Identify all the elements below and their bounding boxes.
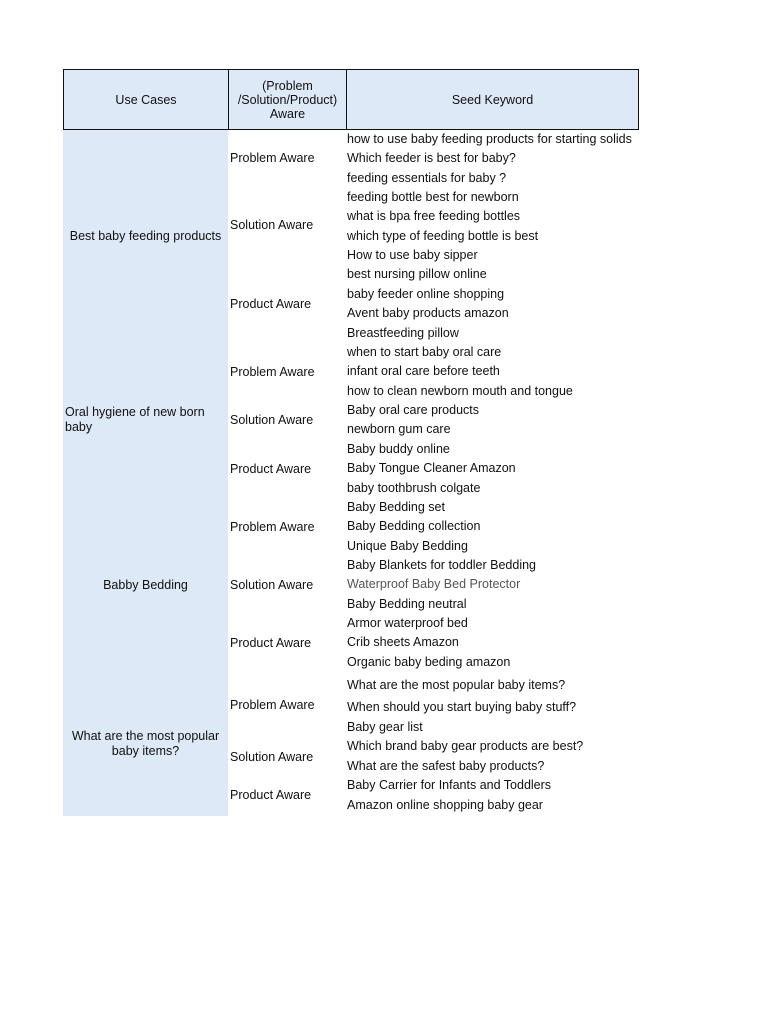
seed-keyword: Baby Bedding set bbox=[347, 500, 445, 514]
awareness-label: Solution Aware bbox=[230, 750, 314, 764]
use-case-label: Babby Bedding bbox=[103, 577, 188, 592]
seed-keyword: Which brand baby gear products are best? bbox=[347, 739, 584, 753]
awareness-label: Problem Aware bbox=[230, 151, 315, 165]
awareness-cell bbox=[228, 695, 346, 715]
awareness-label: Solution Aware bbox=[230, 413, 314, 427]
use-case-cell bbox=[63, 130, 228, 342]
use-case-cell bbox=[63, 672, 228, 816]
seed-keyword: What are the safest baby products? bbox=[347, 759, 545, 773]
use-case-cell bbox=[63, 498, 228, 672]
header-use-cases bbox=[63, 69, 229, 130]
awareness-label: Solution Aware bbox=[230, 578, 314, 592]
seed-keyword: feeding bottle best for newborn bbox=[347, 190, 519, 204]
use-case-label: Oral hygiene of new born baby bbox=[65, 405, 205, 434]
awareness-cell bbox=[228, 785, 346, 805]
awareness-cell bbox=[228, 215, 346, 235]
use-case-cell bbox=[63, 342, 228, 498]
seed-keyword: best nursing pillow online bbox=[347, 267, 487, 281]
seed-keyword: infant oral care before teeth bbox=[347, 364, 500, 378]
seed-keyword: Organic baby beding amazon bbox=[347, 655, 511, 669]
seed-keyword: baby feeder online shopping bbox=[347, 287, 505, 301]
awareness-label: Product Aware bbox=[230, 462, 312, 476]
seed-keyword: How to use baby sipper bbox=[347, 248, 478, 262]
header-seed-keyword bbox=[346, 69, 639, 130]
seed-keyword: Avent baby products amazon bbox=[347, 306, 509, 320]
seed-keyword: Which feeder is best for baby? bbox=[347, 151, 516, 165]
seed-keyword: What are the most popular baby items? bbox=[347, 678, 566, 692]
header-awareness bbox=[228, 69, 347, 130]
seed-keyword: Amazon online shopping baby gear bbox=[347, 798, 543, 812]
seed-keyword: Baby Carrier for Infants and Toddlers bbox=[347, 778, 552, 792]
seed-keyword: how to clean newborn mouth and tongue bbox=[347, 384, 573, 398]
awareness-cell bbox=[228, 747, 346, 767]
seed-keyword: Baby Bedding collection bbox=[347, 519, 481, 533]
seed-keyword: Baby buddy online bbox=[347, 442, 450, 456]
seed-keyword: Baby Tongue Cleaner Amazon bbox=[347, 461, 516, 475]
awareness-label: Problem Aware bbox=[230, 520, 315, 534]
header-awareness-label: (Problem /Solution/Product) Aware bbox=[237, 78, 338, 121]
awareness-cell bbox=[228, 633, 346, 653]
seed-keyword: Baby gear list bbox=[347, 720, 423, 734]
awareness-label: Product Aware bbox=[230, 636, 312, 650]
seed-keyword: When should you start buying baby stuff? bbox=[347, 700, 577, 714]
seed-keyword: Unique Baby Bedding bbox=[347, 539, 468, 553]
awareness-cell bbox=[228, 148, 346, 168]
seed-keyword: how to use baby feeding products for starting solids bbox=[347, 132, 632, 146]
seed-keyword: feeding essentials for baby ? bbox=[347, 171, 507, 185]
seed-keyword: Waterproof Baby Bed Protector bbox=[347, 577, 521, 591]
header-seed-keyword-label: Seed Keyword bbox=[451, 92, 534, 107]
seed-keyword: Baby Blankets for toddler Bedding bbox=[347, 558, 537, 572]
awareness-label: Problem Aware bbox=[230, 698, 315, 712]
seed-keyword: which type of feeding bottle is best bbox=[347, 229, 539, 243]
use-case-label: What are the most popular baby items? bbox=[71, 729, 220, 758]
awareness-label: Product Aware bbox=[230, 297, 312, 311]
seed-keyword: Crib sheets Amazon bbox=[347, 635, 459, 649]
use-case-label: Best baby feeding products bbox=[69, 228, 222, 243]
seed-keyword: baby toothbrush colgate bbox=[347, 481, 481, 495]
awareness-cell bbox=[228, 517, 346, 537]
awareness-cell bbox=[228, 294, 346, 314]
seed-keyword: Breastfeeding pillow bbox=[347, 326, 459, 340]
seed-keyword: Baby oral care products bbox=[347, 403, 480, 417]
header-use-cases-label: Use Cases bbox=[115, 92, 177, 107]
awareness-label: Product Aware bbox=[230, 788, 312, 802]
awareness-cell bbox=[228, 362, 346, 382]
seed-keyword: Baby Bedding neutral bbox=[347, 597, 467, 611]
awareness-cell bbox=[228, 575, 346, 595]
awareness-cell bbox=[228, 410, 346, 430]
seed-keyword: when to start baby oral care bbox=[347, 345, 502, 359]
seed-keyword: what is bpa free feeding bottles bbox=[347, 209, 521, 223]
awareness-label: Problem Aware bbox=[230, 365, 315, 379]
seed-keyword: Armor waterproof bed bbox=[347, 616, 468, 630]
awareness-label: Solution Aware bbox=[230, 218, 314, 232]
awareness-cell bbox=[228, 459, 346, 479]
seed-keyword: newborn gum care bbox=[347, 422, 451, 436]
